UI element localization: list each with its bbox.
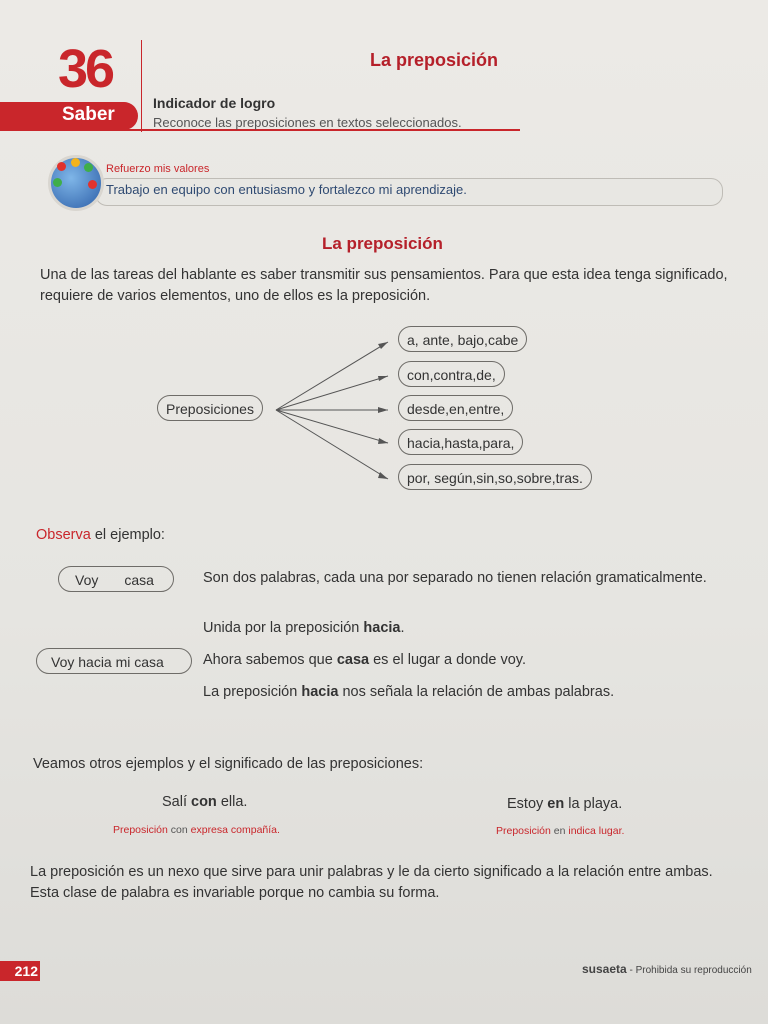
note-con: Preposición con expresa compañía. [113,824,280,836]
saber-label: Saber [62,104,115,125]
example-sentence-con: Salí con ella. [162,794,248,810]
example-line-4: La preposición hacia nos señala la relación de ambas palabras. [203,684,615,700]
example-sentence-en: Estoy en la playa. [507,796,623,812]
arrowhead-1 [378,342,388,349]
diagram-branch-2: con,contra,de, [398,361,505,387]
diagram-root: Preposiciones [157,395,263,421]
example-line-3: Ahora sabemos que casa es el lugar a donde voy. [203,652,526,668]
diagram-branch-4: hacia,hasta,para, [398,429,523,455]
conclusion-paragraph: La preposición es un nexo que sirve para unir palabras y le da cierto significado a la relación entre ambas. Esta clase de palabra es invariable porque no cambia su forma. [30,864,713,901]
others-intro: Veamos otros ejemplos y el significado de las preposiciones: [33,756,424,772]
example-pill-separate: Voy casa [58,566,174,592]
diagram-branch-5: por, según,sin,so,sobre,tras. [398,464,592,490]
arrowhead-3 [378,407,388,413]
diagram-branch-1: a, ante, bajo,cabe [398,326,527,352]
page-title: La preposición [370,50,499,70]
arrowhead-5 [378,472,388,479]
footer-publisher: susaeta - Prohibida su reproducción [582,962,752,976]
refuerzo-title: Refuerzo mis valores [106,163,210,175]
section-title: La preposición [322,234,443,253]
indicador-text: Reconoce las preposiciones en textos seleccionados. [153,115,462,130]
note-en: Preposición en indica lugar. [496,825,625,837]
arrow-line-1 [276,342,388,410]
example-line-1: Son dos palabras, cada una por separado no tienen relación gramaticalmente. [203,570,707,586]
lesson-number: 36 [58,39,113,99]
arrow-line-2 [276,376,388,410]
arrow-line-4 [276,410,388,443]
diagram-branch-3: desde,en,entre, [398,395,513,421]
page-number: 212 [0,961,40,981]
refuerzo-text: Trabajo en equipo con entusiasmo y fortalezco mi aprendizaje. [106,182,467,197]
example-pill-joined: Voy hacia mi casa [36,648,192,674]
observa-label: Observa el ejemplo: [36,527,165,543]
indicador-title: Indicador de logro [153,95,276,111]
arrowhead-4 [378,438,388,444]
arrow-line-5 [276,410,388,479]
arrowhead-2 [378,376,388,381]
intro-paragraph: Una de las tareas del hablante es saber transmitir sus pensamientos. Para que esta idea tenga significado, requiere de varios elementos, uno de ellos es la preposición. [40,267,728,304]
example-line-2: Unida por la preposición hacia. [203,620,405,636]
